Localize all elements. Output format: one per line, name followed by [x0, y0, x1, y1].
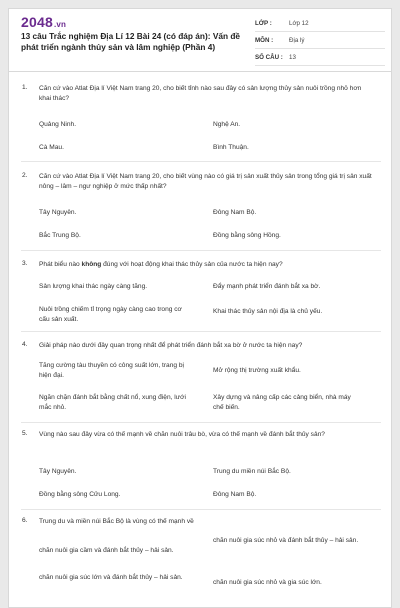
question-text: Trung du và miền núi Bắc Bộ là vùng có thế mạnh về: [39, 518, 194, 525]
answer-option[interactable]: Nghệ An.: [213, 121, 241, 128]
meta-row-count: [255, 49, 385, 66]
answer-option[interactable]: chăn nuôi gia cầm và đánh bắt thủy – hải sản.: [39, 547, 174, 554]
question-text: Giải pháp nào dưới đây quan trọng nhất để phát triển đánh bắt xa bờ ở nước ta hiện nay?: [39, 342, 303, 349]
answer-option[interactable]: Mở rộng thị trường xuất khẩu.: [213, 367, 301, 374]
question-text: Căn cứ vào Atlat Địa lí Việt Nam trang 20, cho biết tỉnh nào sau đây có sản lượng thủy sản nuôi trồng nhỏ hơn khai thác?: [39, 85, 362, 102]
document-page: [8, 8, 392, 608]
page-title: 13 câu Trắc nghiệm Địa Lí 12 Bài 24 (có đáp án): Vấn đề phát triển ngành thủy sản và lâm nghiệp (Phần 4): [21, 31, 241, 52]
question-text: [39, 260, 375, 270]
question-number: 6.: [22, 517, 28, 524]
divider: [21, 250, 381, 251]
answer-option[interactable]: Bắc Trung Bộ.: [39, 232, 81, 239]
answer-option[interactable]: Đông Nam Bộ.: [213, 209, 257, 216]
meta-value: Địa lý: [289, 36, 305, 44]
meta-row-subject: [255, 32, 385, 49]
answer-option[interactable]: Tây Nguyên.: [39, 468, 77, 475]
divider: [21, 509, 381, 510]
page-header: [9, 9, 391, 72]
answer-option[interactable]: Sản lượng khai thác ngày càng tăng.: [39, 283, 148, 290]
answer-option[interactable]: Đồng bằng sông Cửu Long.: [39, 491, 121, 498]
divider: [21, 422, 381, 423]
logo-main: 2048: [21, 14, 53, 30]
question-number: 2.: [22, 172, 28, 179]
question-number: 3.: [22, 260, 28, 267]
answer-option[interactable]: Quảng Ninh.: [39, 121, 77, 128]
answer-option[interactable]: chăn nuôi gia súc lớn và đánh bắt thủy – hải sản.: [39, 574, 183, 581]
answer-option[interactable]: Cà Mau.: [39, 144, 64, 151]
logo-sub: .vn: [53, 20, 67, 29]
meta-row-class: [255, 15, 385, 32]
answer-option[interactable]: Tăng cường tàu thuyền có công suất lớn, trang bị hiện đại.: [39, 362, 185, 379]
meta-key: SỐ CÂU :: [255, 53, 283, 61]
answer-option[interactable]: Trung du miền núi Bắc Bộ.: [213, 468, 291, 475]
answer-option[interactable]: Đẩy mạnh phát triển đánh bắt xa bờ.: [213, 283, 321, 290]
question-number: 5.: [22, 430, 28, 437]
meta-key: MÔN :: [255, 36, 274, 44]
meta-value: Lớp 12: [289, 19, 309, 27]
meta-key: LỚP :: [255, 19, 272, 27]
meta-table: [255, 15, 385, 66]
answer-option[interactable]: Xây dựng và nâng cấp các cảng biển, nhà máy chế biến.: [213, 394, 351, 411]
answer-option[interactable]: Ngăn chặn đánh bắt bằng chất nổ, xung điện, lưới mắc nhỏ.: [39, 394, 186, 411]
answer-option[interactable]: chăn nuôi gia súc nhỏ và gia súc lớn.: [213, 579, 322, 586]
answer-option[interactable]: chăn nuôi gia súc nhỏ và đánh bắt thủy – hải sản.: [213, 537, 359, 544]
question-text-emphasis: không: [81, 261, 102, 268]
question-text-part: Phát biểu nào: [39, 261, 82, 268]
answer-option[interactable]: Nuôi trồng chiếm tỉ trọng ngày càng cao trong cơ cấu sản xuất.: [39, 306, 182, 323]
divider: [21, 161, 381, 162]
question-number: 4.: [22, 341, 28, 348]
question-text: Căn cứ vào Atlat Địa lí Việt Nam trang 20, cho biết vùng nào có giá trị sản xuất thủy sản trong tổng giá trị sản xuất nông – lâm – ngư nghiệp ở mức thấp nhất?: [39, 173, 372, 190]
answer-option[interactable]: Đồng bằng sông Hồng.: [213, 232, 281, 239]
answer-option[interactable]: Bình Thuận.: [213, 144, 249, 151]
divider: [21, 331, 381, 332]
answer-option[interactable]: Đông Nam Bộ.: [213, 491, 257, 498]
question-text: Vùng nào sau đây vừa có thế mạnh về chăn nuôi trâu bò, vừa có thế mạnh về đánh bắt thủy sản?: [39, 431, 325, 438]
meta-value: 13: [289, 53, 296, 61]
site-logo[interactable]: [21, 14, 66, 30]
question-number: 1.: [22, 84, 28, 91]
answer-option[interactable]: Khai thác thủy sản nội địa là chủ yếu.: [213, 308, 323, 315]
answer-option[interactable]: Tây Nguyên.: [39, 209, 77, 216]
question-text-part: đúng với hoạt động khai thác thủy sản của nước ta hiện nay?: [101, 261, 283, 268]
